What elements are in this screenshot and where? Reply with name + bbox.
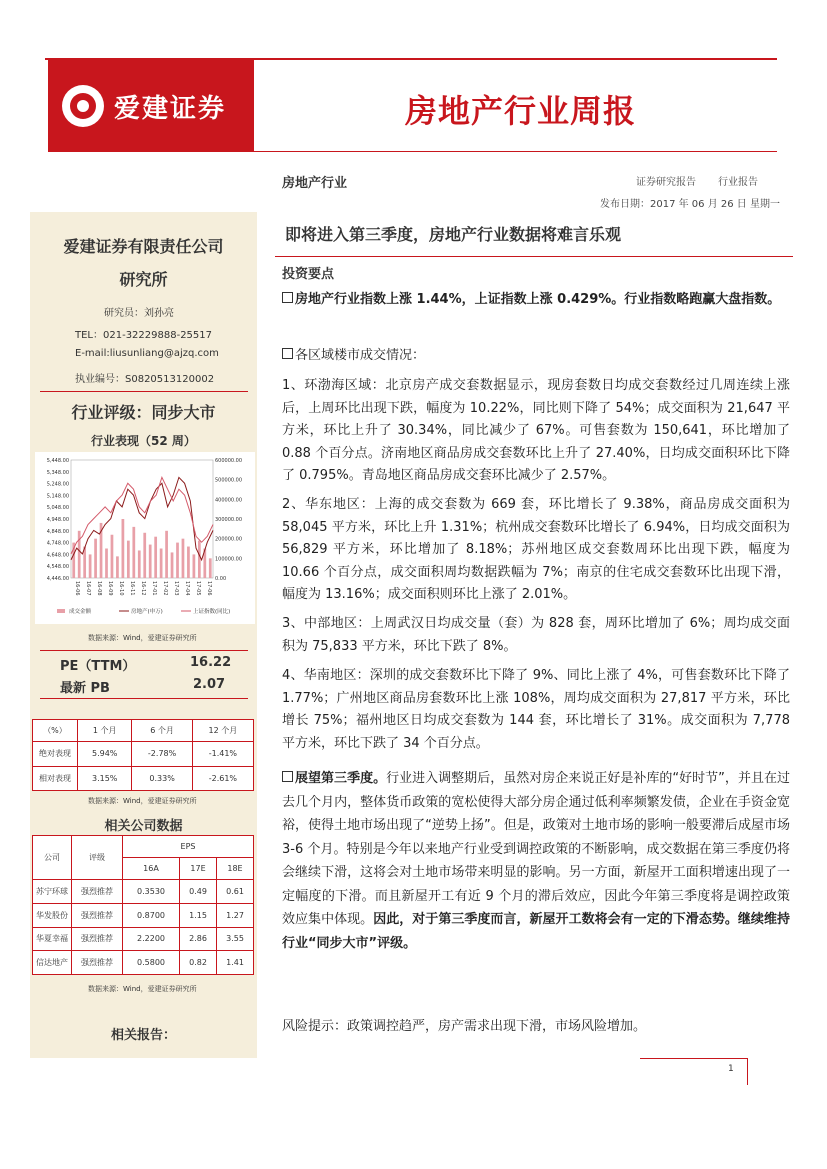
volume-bar <box>209 558 212 578</box>
volume-bar <box>198 541 201 578</box>
y-right-tick-label: 500000.00 <box>215 477 243 484</box>
y-left-tick-label: 4,748.00 <box>46 540 69 547</box>
point-regions-intro <box>282 345 790 368</box>
table-cell: 1.41 <box>217 951 254 975</box>
paragraph-text: 各区域楼市成交情况： <box>295 348 426 363</box>
legend-label: 房地产(申万) <box>131 609 163 615</box>
table-cell: 强烈推荐 <box>72 927 123 951</box>
table-cell: 绝对表现 <box>33 742 78 767</box>
performance-table <box>32 719 254 791</box>
analyst-tel: TEL：021-32229888-25517 <box>75 330 213 341</box>
volume-bar <box>165 531 168 578</box>
paragraph-central-china: 3、中部地区：上周武汉日均成交量（套）为 828 套，周环比增加了 6%；周均成交面积为 75,833 平方米，环比下跌了 8%。 <box>282 616 790 654</box>
analyst-email[interactable]: E-mail:liusunliang@ajzq.com <box>75 348 219 359</box>
x-tick-label: 16-06 <box>74 581 80 596</box>
checkbox-bullet-icon <box>282 348 293 359</box>
x-tick-label: 17-03 <box>173 581 179 596</box>
table-cell: 2.2200 <box>123 927 180 951</box>
perf-header-cell: （%） <box>33 720 78 742</box>
report-type-research: 证券研究报告 <box>636 177 696 188</box>
volume-bar <box>171 552 174 578</box>
y-left-tick-label: 5,048.00 <box>46 505 69 512</box>
volume-bar <box>182 539 185 578</box>
table-cell: 0.49 <box>180 880 217 904</box>
table-cell: 强烈推荐 <box>72 951 123 975</box>
table-cell: 3.55 <box>217 927 254 951</box>
checkbox-bullet-icon <box>282 771 293 782</box>
volume-bar <box>127 541 130 578</box>
table-cell: 2.86 <box>180 927 217 951</box>
volume-bar <box>89 554 92 578</box>
company-header: 公司 <box>33 836 72 880</box>
perf-header-cell: 12 个月 <box>192 720 253 742</box>
table-row <box>33 880 254 904</box>
publish-date: 发布日期：2017 年 06 月 26 日 星期一 <box>600 199 780 210</box>
eps-header: EPS <box>123 836 254 858</box>
paragraph-east-china: 2、华东地区：上海的成交套数为 669 套，环比增长了 9.38%，商品房成交面积为 58,045 平方米，环比上升 1.31%；杭州成交套数环比增长了 6.94%，日均成交面积为 56,829 平方米，环比增加了 8.18%；苏州地区成交套数周环比出现下跌，幅度为 10.66 个百分点，成交面积周均数据跌幅为 7%；南京的住宅成交套数环比出现下滑，幅度为 13.16%；成交面积则环比上涨了 2.01%。 <box>282 497 790 602</box>
y-right-tick-label: 600000.00 <box>215 458 243 464</box>
x-tick-label: 16-08 <box>96 581 102 596</box>
report-title: 房地产行业周报 <box>405 92 637 130</box>
table-cell: 1.15 <box>180 903 217 927</box>
y-right-tick-label: 400000.00 <box>215 497 243 504</box>
volume-bar <box>116 556 119 578</box>
volume-bar <box>193 554 196 578</box>
sidebar-institute: 研究所 <box>119 270 168 289</box>
industry-performance-chart <box>35 452 255 624</box>
y-right-tick-label: 0.00 <box>215 576 227 582</box>
brand-name: 爱建证券 <box>114 93 227 124</box>
investment-points-title: 投资要点 <box>282 267 335 282</box>
table-cell: 0.8700 <box>123 903 180 927</box>
pb-label: 最新 PB <box>60 681 110 696</box>
legend-swatch <box>57 609 65 613</box>
company-table-source: 数据来源：Wind，爱建证券研究所 <box>88 985 197 993</box>
pe-label: PE（TTM） <box>60 659 136 674</box>
y-right-tick-label: 100000.00 <box>215 556 243 563</box>
volume-bar <box>143 533 146 578</box>
y-left-tick-label: 5,448.00 <box>46 458 69 464</box>
x-tick-label: 16-09 <box>107 581 113 596</box>
sidebar-divider <box>40 650 248 651</box>
sidebar-divider <box>40 391 248 392</box>
table-row <box>33 742 254 767</box>
table-cell: 1.27 <box>217 903 254 927</box>
outlook-body: 行业进入调整期后，虽然对房企来说正好是补库的“好时节”，并且在过去几个月内，整体货币政策的宽松使得大部分房企通过低利率频繁发债，企业在手资金宽裕，使得土地市场出现了“逆势上扬”。但是，政策对土地市场的影响一般要滞后成屋市场 3-6 个月。特别是今年以来地产行业受到调控政策的不断影响，成交数据在第三季度仍将会继续下滑，这将会对土地市场带来明显的影响。另一方面，新屋开工面积增速出现了一定幅度的下滑。而且新屋开工有近 9 个月的滞后效应，因此今年第三季度将是调控政策效应集中体现。 <box>282 771 790 927</box>
legend-label: 上证指数(同比) <box>193 609 231 615</box>
chart-svg <box>35 452 255 624</box>
article-headline: 即将进入第三季度，房地产行业数据将难言乐观 <box>285 225 622 244</box>
x-tick-label: 16-11 <box>129 581 135 596</box>
risk-warning: 风险提示：政策调控趋严，房产需求出现下滑，市场风险增加。 <box>282 1019 647 1034</box>
paragraph-text: 房地产行业指数上涨 1.44%，上证指数上涨 0.429%。行业指数略跑赢大盘指数。 <box>295 292 781 307</box>
headline-rule <box>275 256 793 257</box>
legend-label: 成交金额 <box>69 609 92 615</box>
volume-bar <box>176 543 179 578</box>
table-cell: 0.82 <box>180 951 217 975</box>
year-header: 16A <box>123 858 180 880</box>
table-row <box>33 766 254 791</box>
x-tick-label: 17-02 <box>162 581 168 596</box>
volume-bar <box>105 549 108 579</box>
title-rule <box>254 151 777 152</box>
y-left-tick-label: 5,348.00 <box>46 469 69 476</box>
table-cell: 相对表现 <box>33 766 78 791</box>
table-cell: 0.3530 <box>123 880 180 904</box>
page-number: 1 <box>728 1064 734 1074</box>
volume-bar <box>111 535 114 578</box>
table-row <box>33 927 254 951</box>
x-tick-label: 17-04 <box>184 581 190 596</box>
sidebar-company: 爱建证券有限责任公司 <box>63 237 224 256</box>
table-cell: 强烈推荐 <box>72 880 123 904</box>
point-index-summary <box>282 289 790 312</box>
paragraph-bohai: 1、环渤海区域：北京房产成交套数据显示，现房套数日均成交套数经过几周连续上涨后，上周环比出现下跌，幅度为 10.22%，同比则下降了 54%；成交面积为 21,647 平方米，环比上升了 30.34%，同比减少了 67%。可售套数为 150,641，环比增加了 0.88 个百分点。济南地区商品房成交套数环比上升了 27.40%，日均成交面积环比下降了 0.795%。青岛地区商品房成交套环比减少了 2.57%。 <box>282 378 790 483</box>
perf-header-cell: 6 个月 <box>132 720 192 742</box>
table-cell: 0.33% <box>132 766 192 791</box>
volume-bar <box>78 531 81 578</box>
table-cell: 0.61 <box>217 880 254 904</box>
y-right-tick-label: 200000.00 <box>215 536 243 543</box>
sidebar-divider <box>40 698 248 699</box>
table-cell: 强烈推荐 <box>72 903 123 927</box>
y-left-tick-label: 4,848.00 <box>46 528 69 535</box>
pb-value: 2.07 <box>193 677 226 692</box>
chart-source: 数据来源：Wind，爱建证券研究所 <box>88 634 197 642</box>
rating-header: 评级 <box>72 836 123 880</box>
outlook-lead: 展望第三季度。 <box>295 771 387 786</box>
paragraph-south-china: 4、华南地区：深圳的成交套数环比下降了 9%、同比上涨了 4%，可售套数环比下降了 1.77%；广州地区商品房套数环比上涨 108%，周均成交面积为 27,817 平方米，环比增长 75%；福州地区日均成交套数为 144 套，环比增长了 31%。成交面积为 7,778 平方米，环比下跌了 34 个百分点。 <box>282 668 790 751</box>
industry-label: 房地产行业 <box>282 176 348 191</box>
x-tick-label: 17-01 <box>151 581 157 596</box>
pe-value: 16.22 <box>190 655 232 670</box>
chart-title: 行业表现（52 周） <box>91 434 196 448</box>
y-right-tick-label: 300000.00 <box>215 517 243 523</box>
x-tick-label: 17-06 <box>206 581 212 596</box>
volume-bar <box>154 537 157 578</box>
table-row <box>33 903 254 927</box>
paragraph-outlook <box>282 767 790 955</box>
volume-bar <box>132 527 135 578</box>
analyst-name: 研究员：刘孙亮 <box>104 308 174 319</box>
table-cell: 3.15% <box>78 766 132 791</box>
y-left-tick-label: 4,446.00 <box>46 576 69 582</box>
outlook-conclusion: 因此，对于第三季度而言，新屋开工数将会有一定的下滑态势。继续维持行业“同步大市”评级。 <box>282 912 790 951</box>
table-cell: -1.41% <box>192 742 253 767</box>
volume-bar <box>138 550 141 578</box>
analyst-license: 执业编号：S0820513120002 <box>75 374 215 385</box>
brand-mark-icon <box>62 85 104 127</box>
company-eps-table <box>32 835 254 975</box>
table-cell: 华夏幸福 <box>33 927 72 951</box>
report-type-industry: 行业报告 <box>718 177 758 188</box>
volume-bar <box>187 547 190 578</box>
y-left-tick-label: 4,648.00 <box>46 552 69 559</box>
perf-header-cell: 1 个月 <box>78 720 132 742</box>
year-header: 17E <box>180 858 217 880</box>
table-cell: 0.5800 <box>123 951 180 975</box>
volume-bar <box>160 549 163 579</box>
year-header: 18E <box>217 858 254 880</box>
x-tick-label: 16-10 <box>118 581 124 596</box>
industry-rating: 行业评级：同步大市 <box>71 403 216 422</box>
brand-logo <box>48 60 254 152</box>
checkbox-bullet-icon <box>282 292 293 303</box>
table-cell: 华发股份 <box>33 903 72 927</box>
y-left-tick-label: 5,248.00 <box>46 481 69 488</box>
volume-bar <box>122 519 125 578</box>
related-companies-title: 相关公司数据 <box>104 819 183 834</box>
y-left-tick-label: 4,948.00 <box>46 517 69 523</box>
x-tick-label: 16-07 <box>85 581 91 596</box>
x-tick-label: 17-05 <box>195 581 201 596</box>
perf-table-source: 数据来源：Wind，爱建证券研究所 <box>88 797 197 805</box>
y-left-tick-label: 4,548.00 <box>46 564 69 571</box>
x-tick-label: 16-12 <box>140 581 146 596</box>
volume-bar <box>94 539 97 578</box>
table-cell: 信达地产 <box>33 951 72 975</box>
y-left-tick-label: 5,148.00 <box>46 493 69 500</box>
table-cell: -2.61% <box>192 766 253 791</box>
table-row <box>33 951 254 975</box>
table-cell: 苏宁环球 <box>33 880 72 904</box>
table-cell: 5.94% <box>78 742 132 767</box>
related-reports-title: 相关报告： <box>110 1028 176 1043</box>
volume-bar <box>149 545 152 578</box>
table-cell: -2.78% <box>132 742 192 767</box>
